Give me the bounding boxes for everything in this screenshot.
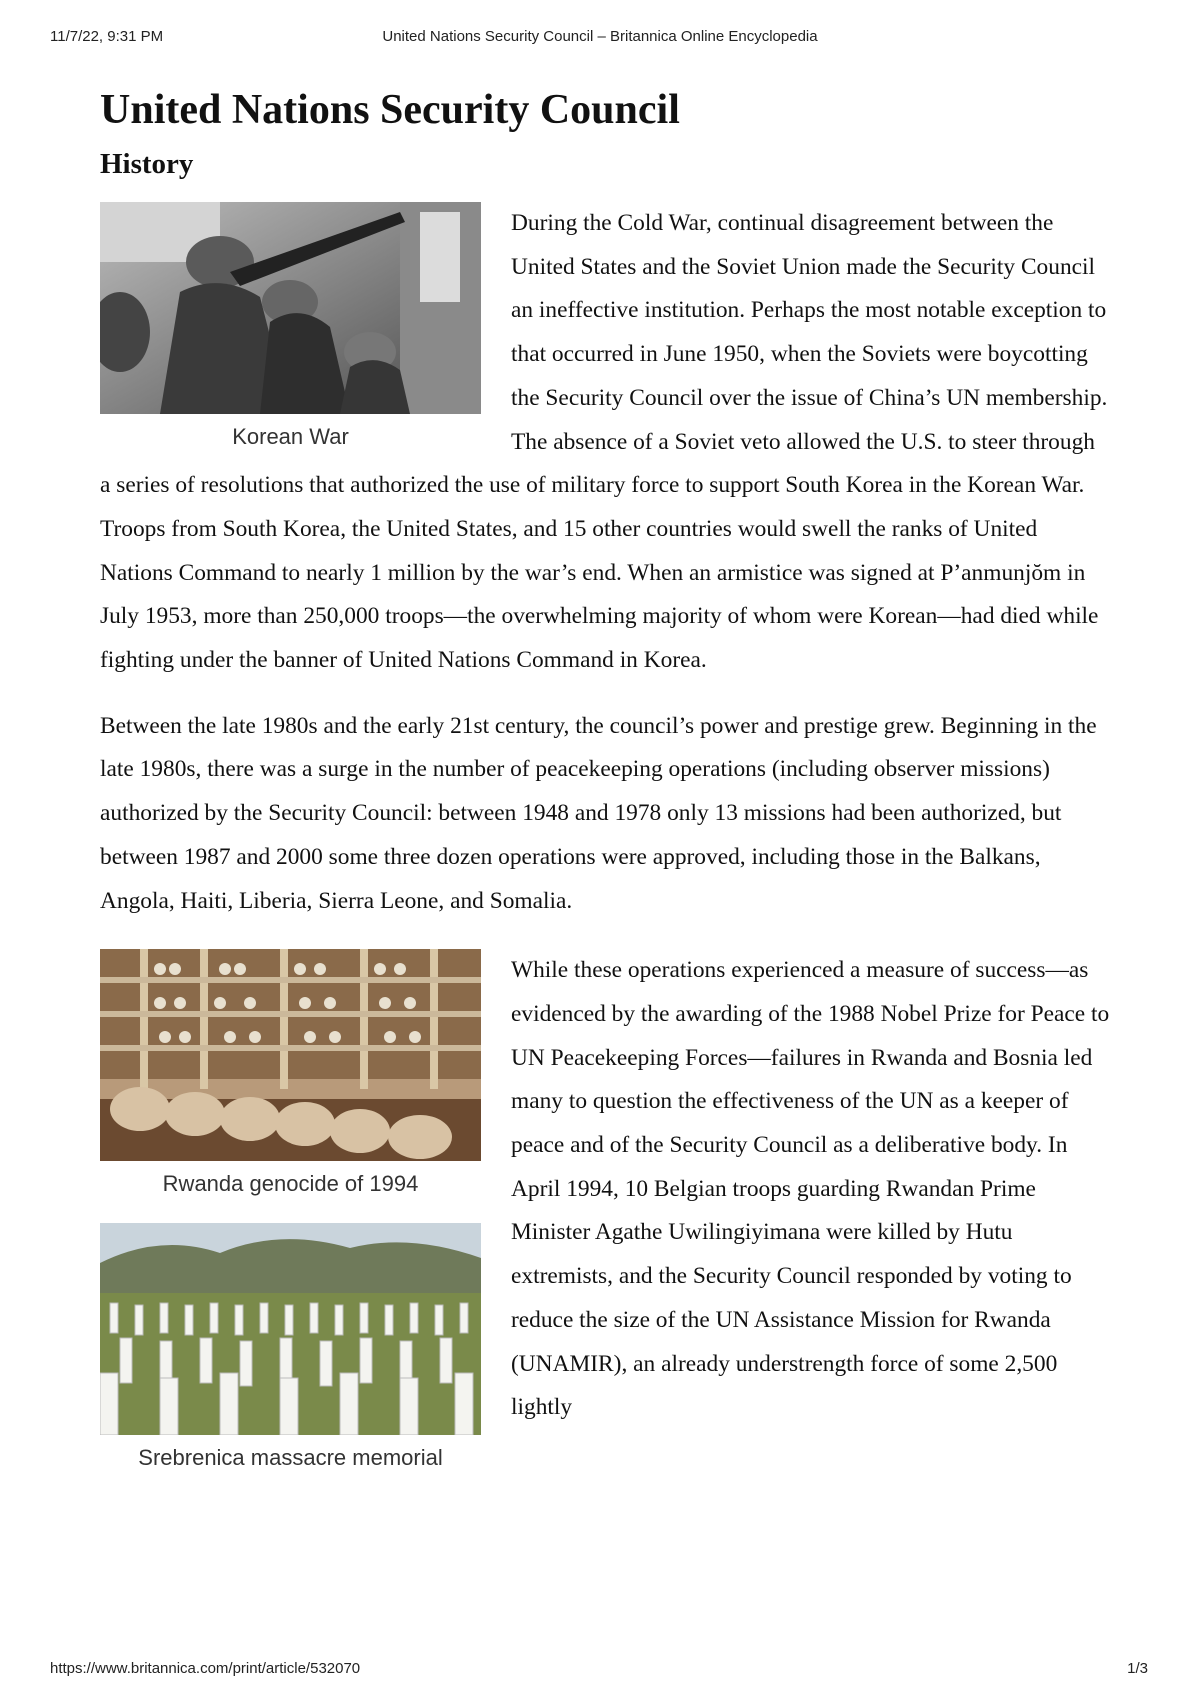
figure-srebrenica[interactable] (100, 1223, 481, 1471)
paragraph-cold-war: During the Cold War, continual disagreement between the United States and the Soviet Union made the Security Council an ineffective institution. Perhaps the most notable exception to that occurred in June 1950, when the Soviets were boycotting the Security Council over the issue of China’s UN membership. The absence of a Soviet veto allowed the U.S. to steer through a series of resolutions that authorized the use of military force to support South Korea in the Korean War. Troops from South Korea, the United States, and 15 other countries would swell the ranks of United Nations Command to nearly 1 million by the war’s end. When an armistice was signed at P’anmunjŏm in July 1953, more than 250,000 troops—the overwhelming majority of whom were Korean—had died while fighting under the banner of United Nations Command in Korea. (100, 210, 1108, 674)
print-date: 11/7/22, 9:31 PM (50, 28, 164, 45)
srebrenica-memorial-photo (100, 1223, 481, 1435)
korean-war-photo (100, 202, 481, 414)
print-url: https://www.britannica.com/print/article/532070 (50, 1660, 361, 1677)
paragraph-late-1980s: Between the late 1980s and the early 21st century, the council’s power and prestige grew. Beginning in the late 1980s, there was a surge in the number of peacekeeping operations (including observer missions) authorized by the Security Council: between 1948 and 1978 only 13 missions had been authorized, but between 1987 and 2000 some three dozen operations were approved, including those in the Balkans, Angola, Haiti, Liberia, Sierra Leone, and Somalia. (100, 712, 1097, 914)
figure-korean-war[interactable] (100, 202, 481, 450)
caption-srebrenica: Srebrenica massacre memorial (138, 1445, 443, 1471)
paragraph-block-3 (100, 949, 1110, 1471)
paragraph-peacekeeping: While these operations experienced a measure of success—as evidenced by the awarding of the 1988 Nobel Prize for Peace to UN Peacekeeping Forces—failures in Rwanda and Bosnia led many to question the effectiveness of the UN as a keeper of peace and of the Security Council as a deliberative body. In April 1994, 10 Belgian troops guarding Rwandan Prime Minister Agathe Uwilingiyimana were killed by Hutu extremists, and the Security Council responded by voting to reduce the size of the UN Assistance Mission for Rwanda (UNAMIR), an already understrength force of some 2,500 lightly (511, 957, 1110, 1421)
figure-column (100, 949, 481, 1471)
figure-rwanda[interactable] (100, 949, 481, 1197)
caption-korean-war: Korean War (232, 424, 349, 449)
print-page-title: United Nations Security Council – Britannica Online Encyclopedia (382, 28, 818, 45)
page-number: 1/3 (1127, 1660, 1148, 1677)
caption-rwanda: Rwanda genocide of 1994 (162, 1171, 419, 1197)
paragraph-block-1 (100, 202, 1110, 683)
section-heading-history: History (100, 148, 194, 180)
article-title: United Nations Security Council (100, 87, 680, 133)
rwanda-genocide-photo (100, 949, 481, 1161)
article-content (100, 82, 1110, 1475)
